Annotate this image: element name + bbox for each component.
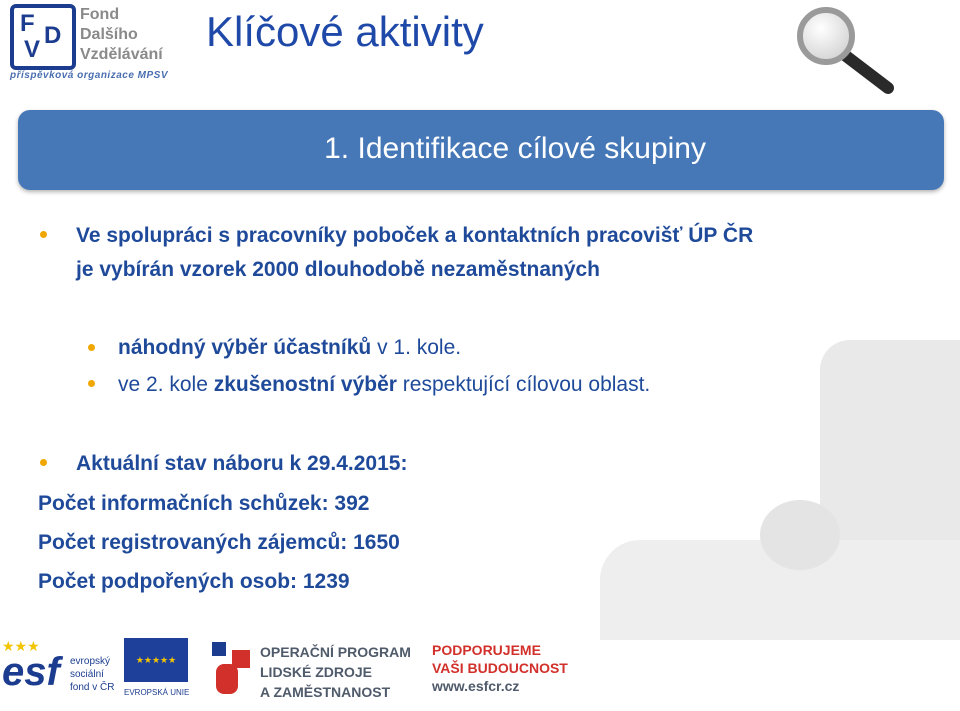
- op-emblem-icon: [212, 642, 252, 698]
- op-text-line: LIDSKÉ ZDROJE: [260, 664, 373, 680]
- logo-letter: V: [24, 36, 41, 63]
- eu-text: EVROPSKÁ UNIE: [124, 688, 190, 697]
- logo-letter: D: [44, 22, 62, 49]
- op-logo: [212, 638, 422, 702]
- banner-title: 1. Identifikace cílové skupiny: [324, 132, 706, 165]
- esf-logo: [0, 638, 120, 702]
- puzzle-background: [760, 500, 840, 570]
- logo-letter: F: [20, 10, 35, 37]
- esf-stars: ★★★: [2, 638, 40, 654]
- bullet-text: Ve spolupráci s pracovníky poboček a kontaktních pracovišť ÚP ČR: [76, 224, 754, 247]
- op-text-line: OPERAČNÍ PROGRAM: [260, 644, 411, 660]
- sub-bullet-text: [118, 336, 461, 360]
- status-line: Počet podpořených osob: 1239: [38, 570, 350, 593]
- logo-subtitle: příspěvková organizace MPSV: [10, 70, 169, 81]
- status-heading: Aktuální stav náboru k 29.4.2015:: [76, 452, 408, 475]
- sub-bullet-rest: v 1. kole.: [371, 336, 462, 359]
- status-line: Počet registrovaných zájemců: 1650: [38, 531, 400, 554]
- esfcr-link[interactable]: www.esfcr.cz: [432, 678, 520, 694]
- logo-mark: [10, 4, 76, 70]
- sub-bullet-bold: náhodný výběr účastníků: [118, 336, 372, 359]
- footer-logos: [0, 632, 960, 711]
- eu-logo: [124, 638, 194, 702]
- sub-bullet-text: [118, 373, 650, 397]
- bullet-marker: [88, 380, 95, 387]
- bullet-text: je vybírán vzorek 2000 dlouhodobě nezaměstnaných: [76, 258, 601, 281]
- logo-name-line: Dalšího: [80, 26, 138, 43]
- slogan-line: PODPORUJEME: [432, 642, 541, 658]
- bullet-marker: [40, 459, 47, 466]
- magnifier-icon: [788, 4, 898, 96]
- bullet-marker: [88, 344, 95, 351]
- bullet-marker: [40, 231, 47, 238]
- fdv-logo: [8, 4, 198, 84]
- page-title: Klíčové aktivity: [206, 8, 484, 55]
- esf-mark: esf: [2, 650, 60, 694]
- esf-text-line: evropský: [70, 656, 111, 667]
- eu-flag: ★★★★★: [124, 638, 188, 682]
- logo-name-line: Fond: [80, 6, 120, 23]
- slogan: [432, 642, 582, 702]
- logo-name-line: Vzdělávání: [80, 46, 163, 63]
- sub-bullet-pre: ve 2. kole: [118, 373, 214, 396]
- esf-text-line: fond v ČR: [70, 682, 115, 693]
- sub-bullet-bold: zkušenostní výběr: [213, 373, 397, 396]
- status-line: Počet informačních schůzek: 392: [38, 492, 370, 515]
- section-banner: [18, 110, 944, 190]
- esf-text-line: sociální: [70, 669, 104, 680]
- sub-bullet-rest: respektující cílovou oblast.: [396, 373, 651, 396]
- slogan-line: VAŠI BUDOUCNOST: [432, 660, 568, 676]
- op-text-line: A ZAMĚSTNANOST: [260, 684, 391, 700]
